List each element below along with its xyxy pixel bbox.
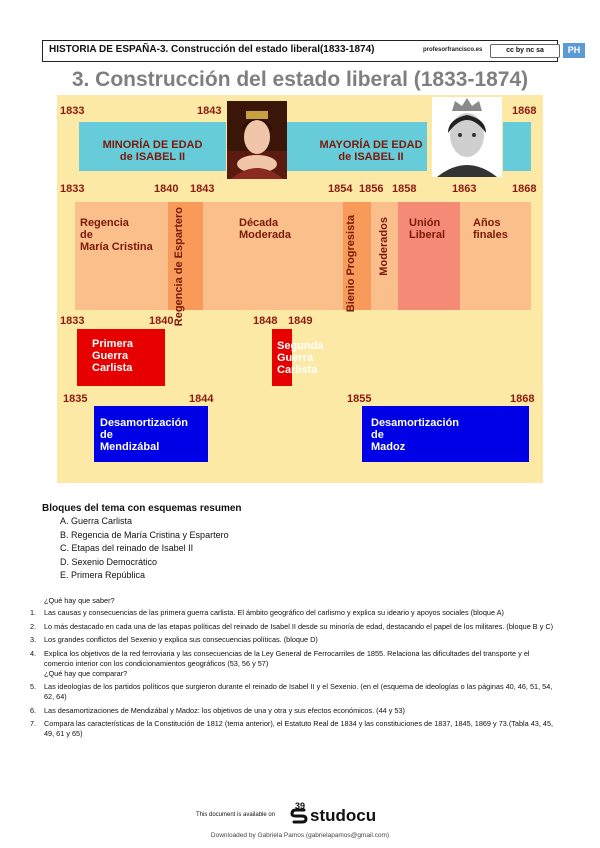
block-item: C. Etapas del reinado de Isabel II [60,543,194,554]
question-number: 2. [30,621,37,631]
year-label: 1833 [60,183,85,195]
question-number: 6. [30,705,37,715]
year-label: 1835 [63,393,88,405]
questions-head-comparar: ¿Qué hay que comparar? [44,669,128,679]
year-label: 1855 [347,393,372,405]
year-label: 1844 [189,393,214,405]
block-item: E. Primera República [60,570,146,581]
blocks-list [60,515,229,583]
desamortizacion-madoz-label: Desamortización de Madoz [371,417,460,453]
year-label: 1854 [328,183,353,195]
year-label: 1843 [190,183,215,195]
question-text: Las causas y consecuencias de las primera guerra carlista. El ámbito geográfico del carlismo y explica su ideario y apoyos sociales (bloque A) [44,608,504,618]
question-number: 4. [30,648,37,658]
year-label: 1840 [149,315,174,327]
question-text: Los grandes conflictos del Sexenio y explica sus consecuencias políticas. (bloque D) [44,635,318,645]
question-item [30,635,560,645]
regencia-espartero-label: Regencia de Espartero [173,207,185,327]
year-label: 1856 [359,183,384,195]
header-site-link[interactable]: profesorfrancisco.es [423,47,483,53]
question-number: 7. [30,719,37,729]
question-text: Las ideologías de los partidos políticos que surgieron durante el reinado de Isabel II y el Sexenio. (en el (esquema de ideologías o las páginas 40, 46, 51, 54, 62, 64) [44,681,553,702]
studocu-logo-icon[interactable] [290,807,308,825]
majority-bar-right [503,122,531,171]
block-item: D. Sexenio Democrático [60,556,158,567]
timeline-figure [57,95,543,483]
block-item: A. Guerra Carlista [60,516,133,526]
year-label: 1858 [392,183,417,195]
question-number: 1. [30,608,37,618]
bienio-progresista-label: Bienio Progresista [345,215,357,313]
download-notice: Downloaded by Gabriela Pamos (gabrielapamos@gmail.com) [210,832,390,839]
year-label: 1833 [60,315,85,327]
primera-guerra-carlista-label: Primera Guerra Carlista [92,338,133,374]
year-label: 1840 [154,183,179,195]
year-label: 1868 [512,105,537,117]
cc-license-badge: cc by nc sa [490,44,560,58]
decada-moderada-label: Década Moderada [239,217,291,241]
segunda-guerra-carlista-label: Segunda Guerra Carlista [277,340,324,376]
studocu-brand-link[interactable]: studocu [310,806,377,825]
year-label: 1833 [60,105,85,117]
anos-finales-label: Años finales [473,217,508,241]
question-text: Lo más destacado en cada una de las etapas políticas del reinado de Isabel II desde su minoría de edad, destacando el papel de los militares. (bloque B y C) [44,621,554,631]
year-label: 1849 [288,315,313,327]
bienio-label-wrap [344,207,371,313]
question-item [30,649,560,670]
question-item [30,719,560,740]
moderados-label: Moderados [378,217,390,276]
isabel-ii-older-portrait [432,97,502,177]
page-header [42,40,581,62]
year-label: 1848 [253,315,278,327]
minority-label: MINORÍA DE EDAD de ISABEL II [102,139,203,163]
available-on-text: This document is available on [196,812,276,818]
header-title: HISTORIA DE ESPAÑA-3. Construcción del estado liberal(1833-1874) [49,44,375,55]
ph-logo: PH [563,43,585,58]
desamortizacion-mendizabal-label: Desamortización de Mendizábal [100,417,189,453]
question-item [30,622,560,632]
year-label: 1863 [452,183,477,195]
question-number: 3. [30,635,37,645]
blocks-title: Bloques del tema con esquemas resumen [42,503,242,514]
page-title: 3. Construcción del estado liberal (1833-1874) [71,68,529,91]
moderados-label-wrap [372,207,398,307]
isabel-ii-young-portrait [227,101,287,179]
block-item: B. Regencia de María Cristina y Espartero [60,529,229,540]
year-label: 1868 [512,183,537,195]
union-liberal-label: Unión Liberal [409,217,446,241]
question-item [30,706,560,716]
majority-label: MAYORÍA DE EDAD de ISABEL II [319,139,423,163]
question-text: Compara las características de la Constitución de 1812 (tema anterior), el Estatuto Real de 1834 y las constituciones de 1837, 1845, 1869 y 73.(Tabla 43, 45, 49, 61 y 65) [44,719,554,739]
question-number: 5. [30,681,37,691]
regencia-espartero-label-wrap [169,207,203,327]
regencia-maria-cristina-label: Regencia de María Cristina [80,217,153,253]
questions-section [30,594,560,743]
year-label: 1843 [197,105,222,117]
question-item [30,608,560,618]
question-item [30,682,560,703]
page-number: 39 [294,801,305,811]
year-label: 1868 [510,393,535,405]
question-text: Las desamortizaciones de Mendizábal y Madoz: los objetivos de una y otra y sus efectos económicos. (44 y 53) [44,705,405,715]
question-text: Explica los objetivos de la red ferroviaria y las consecuencias de la Ley General de Ferrocarriles de 1855. Relaciona las dificultades del transporte y el comercio interior con los condicionamientos geográficos (53, 56 y 57) [44,648,530,669]
questions-head-saber: ¿Qué hay que saber? [44,596,115,605]
